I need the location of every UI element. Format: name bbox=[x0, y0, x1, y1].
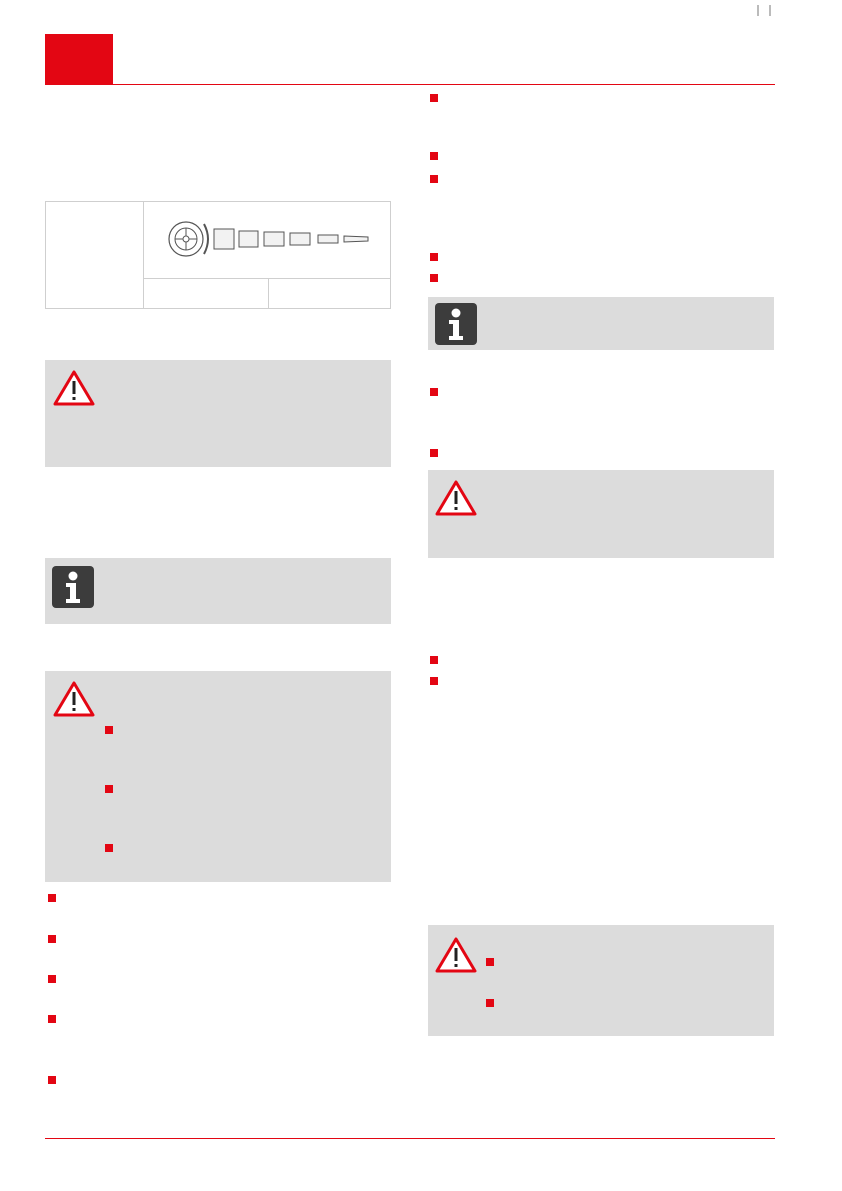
list-bullet bbox=[430, 656, 438, 664]
figure-table-image-cell bbox=[144, 202, 390, 279]
list-bullet bbox=[48, 894, 56, 902]
list-bullet bbox=[105, 726, 113, 734]
chapter-marker bbox=[45, 34, 113, 84]
warning-triangle-icon bbox=[435, 480, 477, 516]
list-bullet bbox=[48, 1015, 56, 1023]
page-number-marks bbox=[755, 4, 781, 18]
warning-triangle-icon bbox=[53, 681, 95, 717]
list-bullet bbox=[48, 935, 56, 943]
list-bullet bbox=[430, 152, 438, 160]
list-bullet bbox=[430, 274, 438, 282]
figure-table-bottom-left-cell bbox=[144, 279, 269, 308]
info-box bbox=[45, 558, 391, 624]
figure-table bbox=[45, 201, 391, 309]
list-bullet bbox=[48, 1076, 56, 1084]
list-bullet bbox=[105, 785, 113, 793]
warning-box bbox=[45, 360, 391, 467]
list-bullet bbox=[430, 175, 438, 183]
info-icon bbox=[52, 566, 94, 608]
warning-box bbox=[428, 925, 774, 1036]
info-icon bbox=[435, 303, 477, 345]
figure-table-bottom-right-cell bbox=[269, 279, 390, 308]
wheel-tire-size-icon bbox=[144, 202, 390, 278]
list-bullet bbox=[430, 677, 438, 685]
warning-triangle-icon bbox=[53, 370, 95, 406]
figure-table-label-cell bbox=[46, 202, 144, 308]
warning-triangle-icon bbox=[435, 937, 477, 973]
list-bullet bbox=[105, 844, 113, 852]
info-box bbox=[428, 297, 774, 350]
header-rule bbox=[45, 84, 775, 85]
warning-box bbox=[45, 671, 391, 882]
footer-rule bbox=[45, 1138, 775, 1139]
warning-box bbox=[428, 470, 774, 558]
list-bullet bbox=[430, 253, 438, 261]
list-bullet bbox=[430, 388, 438, 396]
list-bullet bbox=[486, 958, 494, 966]
list-bullet bbox=[486, 999, 494, 1007]
list-bullet bbox=[430, 94, 438, 102]
list-bullet bbox=[430, 449, 438, 457]
list-bullet bbox=[48, 975, 56, 983]
page-number-area bbox=[755, 4, 781, 18]
